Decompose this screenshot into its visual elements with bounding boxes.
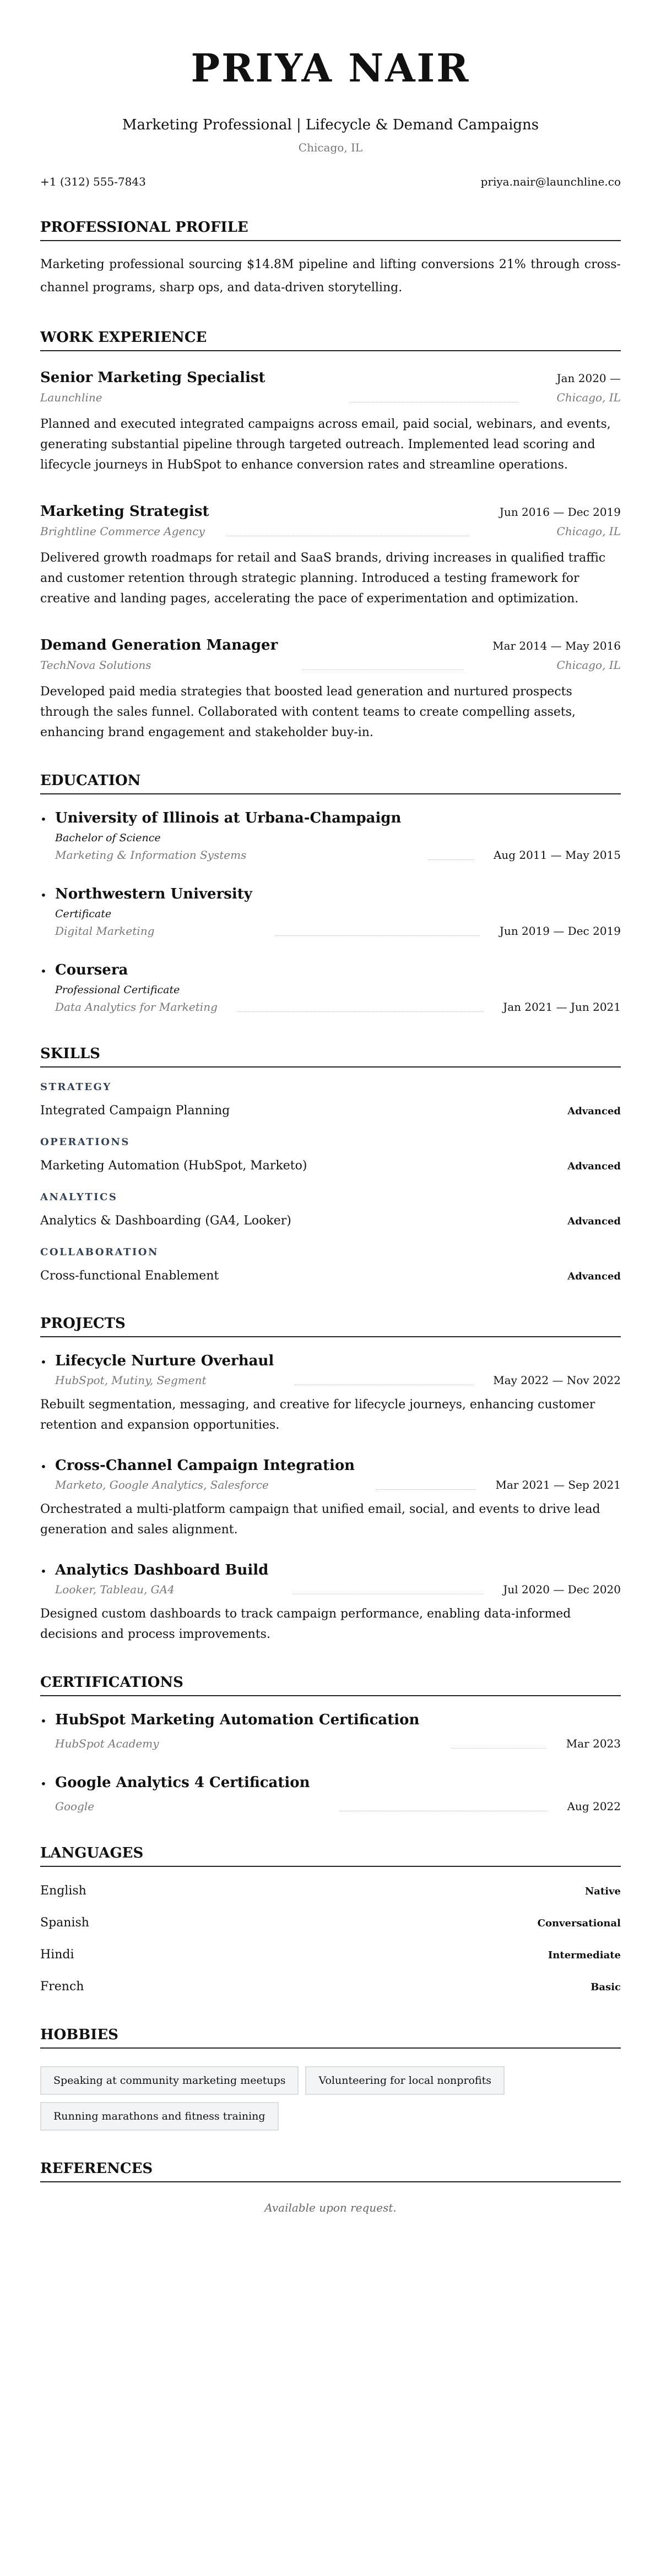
bullet-icon: • bbox=[40, 1777, 47, 1790]
section-heading: EDUCATION bbox=[40, 771, 621, 794]
dotted-leader bbox=[237, 1011, 483, 1012]
job-location: Chicago, IL bbox=[556, 658, 621, 672]
resume-header bbox=[40, 45, 621, 189]
phone: +1 (312) 555-7843 bbox=[40, 175, 146, 188]
dotted-leader bbox=[302, 669, 463, 670]
job-entry bbox=[40, 500, 621, 609]
language-level: Native bbox=[584, 1886, 621, 1897]
bullet-icon: • bbox=[40, 965, 47, 978]
section-heading: LANGUAGES bbox=[40, 1844, 621, 1867]
job-dates: Jan 2020 — bbox=[556, 372, 621, 385]
project-entry bbox=[40, 1455, 621, 1540]
certification-title: Google Analytics 4 Certification bbox=[55, 1774, 310, 1791]
project-entry bbox=[40, 1350, 621, 1435]
hobbies-section bbox=[40, 2025, 621, 2131]
job-description: Developed paid media strategies that boosted lead generation and nurtured prospects through the sales funnel. Collaborated with content teams to create compelling assets, enhancing brand engagement and stakeholder buy-in. bbox=[40, 685, 576, 739]
job-description: Delivered growth roadmaps for retail and SaaS brands, driving increases in qualified traffic and customer retention through strategic planning. Introduced a testing framework for creative and landing pages, accelerating the pace of experimentation and optimization. bbox=[40, 551, 606, 606]
bullet-icon: • bbox=[40, 889, 47, 902]
skill-level: Advanced bbox=[567, 1216, 621, 1227]
projects-section bbox=[40, 1314, 621, 1644]
project-entry bbox=[40, 1560, 621, 1644]
school-name: Northwestern University bbox=[55, 886, 252, 902]
certification-issuer: HubSpot Academy bbox=[55, 1737, 159, 1750]
section-heading: PROJECTS bbox=[40, 1314, 621, 1337]
skill-row bbox=[40, 1212, 621, 1230]
skill-name: Cross-functional Enablement bbox=[40, 1269, 219, 1283]
certification-entry bbox=[40, 1772, 621, 1815]
bullet-icon: • bbox=[40, 1565, 47, 1578]
project-tools: HubSpot, Mutiny, Segment bbox=[55, 1374, 207, 1387]
degree: Bachelor of Science bbox=[55, 832, 161, 844]
project-dates: Jul 2020 — Dec 2020 bbox=[503, 1583, 621, 1596]
dotted-leader bbox=[451, 1748, 546, 1749]
job-entry bbox=[40, 367, 621, 475]
languages-section bbox=[40, 1844, 621, 1997]
skill-row bbox=[40, 1102, 621, 1120]
language-row bbox=[40, 1881, 621, 1901]
section-heading: SKILLS bbox=[40, 1044, 621, 1068]
skill-row bbox=[40, 1267, 621, 1286]
project-tools: Looker, Tableau, GA4 bbox=[55, 1583, 175, 1596]
section-heading: HOBBIES bbox=[40, 2025, 621, 2049]
dotted-leader bbox=[428, 859, 474, 860]
education-dates: Jan 2021 — Jun 2021 bbox=[503, 1000, 621, 1014]
skill-level: Advanced bbox=[567, 1271, 621, 1282]
language-name: Hindi bbox=[40, 1948, 74, 1962]
certification-title: HubSpot Marketing Automation Certification bbox=[55, 1712, 420, 1728]
location: Chicago, IL bbox=[298, 141, 363, 154]
project-tools: Marketo, Google Analytics, Salesforce bbox=[55, 1478, 269, 1491]
bullet-icon: • bbox=[40, 1355, 47, 1369]
project-title: Cross-Channel Campaign Integration bbox=[55, 1457, 355, 1474]
job-dates: Mar 2014 — May 2016 bbox=[492, 639, 621, 652]
field-of-study: Digital Marketing bbox=[55, 924, 155, 938]
certification-entry bbox=[40, 1709, 621, 1752]
references-section bbox=[40, 2159, 621, 2214]
project-description: Designed custom dashboards to track campaign performance, enabling data-informed decisions and process improvements. bbox=[40, 1607, 571, 1641]
skill-level: Advanced bbox=[567, 1161, 621, 1172]
project-dates: May 2022 — Nov 2022 bbox=[493, 1374, 621, 1387]
bullet-icon: • bbox=[40, 1460, 47, 1473]
skill-level: Advanced bbox=[567, 1105, 621, 1117]
contact-row bbox=[40, 174, 621, 189]
hobby-chip: Running marathons and fitness training bbox=[40, 2102, 279, 2131]
company: Launchline bbox=[40, 391, 102, 404]
skill-name: Analytics & Dashboarding (GA4, Looker) bbox=[40, 1214, 291, 1228]
company: TechNova Solutions bbox=[40, 658, 151, 672]
skill-row bbox=[40, 1157, 621, 1175]
section-heading: WORK EXPERIENCE bbox=[40, 328, 621, 351]
field-of-study: Data Analytics for Marketing bbox=[55, 1000, 218, 1014]
bullet-icon: • bbox=[40, 1714, 47, 1728]
education-dates: Aug 2011 — May 2015 bbox=[493, 848, 621, 862]
education-entry bbox=[40, 960, 621, 1016]
project-description: Rebuilt segmentation, messaging, and creative for lifecycle journeys, enhancing customer retention and expansion opportunities. bbox=[40, 1398, 595, 1432]
degree: Professional Certificate bbox=[55, 984, 180, 996]
job-dates: Jun 2016 — Dec 2019 bbox=[499, 505, 621, 519]
section-heading: PROFESSIONAL PROFILE bbox=[40, 218, 621, 241]
project-description: Orchestrated a multi-platform campaign that unified email, social, and events to drive lead generation and sales alignment. bbox=[40, 1502, 600, 1537]
job-location: Chicago, IL bbox=[556, 391, 621, 404]
skills-section bbox=[40, 1044, 621, 1286]
job-location: Chicago, IL bbox=[556, 525, 621, 538]
skill-name: Marketing Automation (HubSpot, Marketo) bbox=[40, 1159, 307, 1173]
school-name: Coursera bbox=[55, 962, 128, 978]
language-name: English bbox=[40, 1884, 86, 1898]
certification-date: Mar 2023 bbox=[566, 1737, 621, 1750]
job-title: Senior Marketing Specialist bbox=[40, 369, 266, 386]
references-text: Available upon request. bbox=[264, 2201, 397, 2214]
hobby-list bbox=[40, 2066, 569, 2131]
certifications-section bbox=[40, 1673, 621, 1815]
profile-text: Marketing professional sourcing $14.8M pipeline and lifting conversions 21% through cross-channel programs, sharp ops, and data-driven storytelling. bbox=[40, 258, 621, 295]
hobby-chip: Speaking at community marketing meetups bbox=[40, 2066, 299, 2095]
school-name: University of Illinois at Urbana-Champaign bbox=[55, 810, 402, 826]
headline: Marketing Professional | Lifecycle & Demand Campaigns bbox=[122, 117, 539, 133]
certification-issuer: Google bbox=[55, 1800, 95, 1813]
language-row bbox=[40, 1977, 621, 1997]
language-level: Basic bbox=[590, 1981, 621, 1993]
project-title: Lifecycle Nurture Overhaul bbox=[55, 1353, 274, 1369]
skill-category: COLLABORATION bbox=[40, 1246, 159, 1258]
language-row bbox=[40, 1945, 621, 1965]
field-of-study: Marketing & Information Systems bbox=[55, 848, 247, 862]
job-title: Marketing Strategist bbox=[40, 503, 209, 520]
section-heading: CERTIFICATIONS bbox=[40, 1673, 621, 1696]
section-heading: REFERENCES bbox=[40, 2159, 621, 2182]
language-name: Spanish bbox=[40, 1916, 89, 1930]
project-title: Analytics Dashboard Build bbox=[55, 1562, 269, 1578]
skill-category: OPERATIONS bbox=[40, 1136, 130, 1148]
language-level: Intermediate bbox=[548, 1949, 621, 1961]
profile-section bbox=[40, 218, 621, 299]
company: Brightline Commerce Agency bbox=[40, 525, 205, 538]
experience-section bbox=[40, 328, 621, 743]
candidate-name: PRIYA NAIR bbox=[191, 45, 470, 91]
education-dates: Jun 2019 — Dec 2019 bbox=[499, 924, 621, 938]
job-entry bbox=[40, 634, 621, 743]
project-dates: Mar 2021 — Sep 2021 bbox=[495, 1478, 621, 1491]
certification-date: Aug 2022 bbox=[567, 1800, 621, 1813]
skill-category: STRATEGY bbox=[40, 1081, 112, 1093]
job-title: Demand Generation Manager bbox=[40, 637, 278, 653]
education-section bbox=[40, 771, 621, 1016]
language-level: Conversational bbox=[537, 1918, 621, 1929]
skill-category: ANALYTICS bbox=[40, 1191, 118, 1203]
skill-name: Integrated Campaign Planning bbox=[40, 1104, 230, 1118]
language-row bbox=[40, 1913, 621, 1933]
hobby-chip: Volunteering for local nonprofits bbox=[305, 2066, 505, 2095]
dotted-leader bbox=[275, 935, 480, 936]
dotted-leader bbox=[376, 1489, 476, 1490]
job-description: Planned and executed integrated campaigns across email, paid social, webinars, and events, generating substantial pipeline through targeted outreach. Implemented lead scoring and lifecycle journeys in HubSpot to enhance conversion rates and streamline operations. bbox=[40, 417, 611, 472]
bullet-icon: • bbox=[40, 813, 47, 826]
email: priya.nair@launchline.co bbox=[480, 175, 621, 188]
language-name: French bbox=[40, 1980, 84, 1994]
education-entry bbox=[40, 808, 621, 864]
degree: Certificate bbox=[55, 908, 112, 920]
education-entry bbox=[40, 884, 621, 940]
